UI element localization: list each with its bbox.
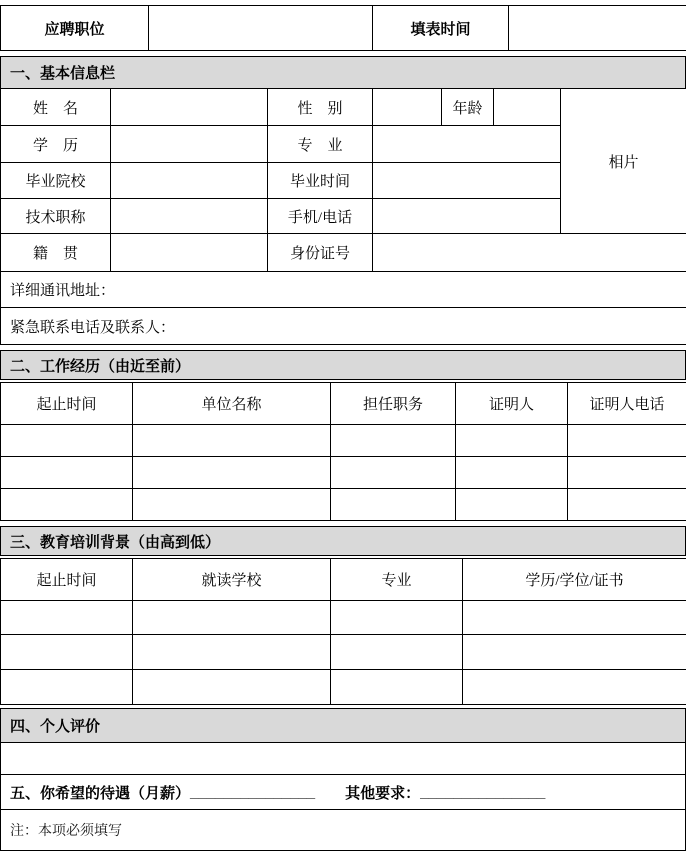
work-cell[interactable] xyxy=(456,425,568,457)
top-row-table xyxy=(0,5,686,51)
work-cell[interactable] xyxy=(1,489,133,521)
work-col-header-position: 担任职务 xyxy=(331,383,456,425)
edu-cell[interactable] xyxy=(331,601,463,635)
edu-cell[interactable] xyxy=(133,601,331,635)
edu-cell[interactable] xyxy=(331,670,463,705)
age-value-cell[interactable] xyxy=(494,89,561,126)
work-col-header-reference: 证明人 xyxy=(456,383,568,425)
native-place-label: 籍 贯 xyxy=(1,234,111,272)
tech-title-label: 技术职称 xyxy=(1,199,111,234)
edu-cell[interactable] xyxy=(1,601,133,635)
work-row xyxy=(1,457,686,489)
position-applied-label: 应聘职位 xyxy=(1,6,149,51)
phone-value-cell[interactable] xyxy=(373,199,561,234)
name-label: 姓 名 xyxy=(1,89,111,126)
edu-col-header-dates: 起止时间 xyxy=(1,559,133,601)
work-col-header-dates: 起止时间 xyxy=(1,383,133,425)
work-cell[interactable] xyxy=(133,457,331,489)
edu-cell[interactable] xyxy=(133,635,331,670)
work-cell[interactable] xyxy=(568,489,686,521)
work-cell[interactable] xyxy=(568,457,686,489)
work-row xyxy=(1,489,686,521)
other-requirements-label: 其他要求： xyxy=(345,784,421,802)
edu-col-header-degree: 学历/学位/证书 xyxy=(463,559,686,601)
major-value-cell[interactable] xyxy=(373,126,561,163)
section-header-evaluation: 四、个人评价 xyxy=(0,708,686,743)
section-header-education: 三、教育培训背景（由高到低） xyxy=(0,526,686,556)
name-value-cell[interactable] xyxy=(111,89,268,126)
work-cell[interactable] xyxy=(456,489,568,521)
edu-cell[interactable] xyxy=(331,635,463,670)
id-number-value-cell[interactable] xyxy=(373,234,686,272)
grad-time-value-cell[interactable] xyxy=(373,163,561,199)
expected-salary-label: 五、你希望的待遇（月薪） xyxy=(10,784,191,802)
work-cell[interactable] xyxy=(1,457,133,489)
work-cell[interactable] xyxy=(133,489,331,521)
basic-info-table xyxy=(0,88,686,345)
work-cell[interactable] xyxy=(331,425,456,457)
address-cell[interactable]: 详细通讯地址： xyxy=(1,272,686,308)
edu-cell[interactable] xyxy=(1,670,133,705)
edu-row xyxy=(1,601,686,635)
edu-col-header-school: 就读学校 xyxy=(133,559,331,601)
tech-title-value-cell[interactable] xyxy=(111,199,268,234)
edu-col-header-major: 专业 xyxy=(331,559,463,601)
edu-row xyxy=(1,670,686,705)
work-cell[interactable] xyxy=(331,457,456,489)
expected-salary-blank[interactable]: _______________ xyxy=(190,783,316,801)
edu-row xyxy=(1,635,686,670)
age-label: 年龄 xyxy=(442,89,494,126)
work-col-header-reference-phone: 证明人电话 xyxy=(568,383,686,425)
work-cell[interactable] xyxy=(1,425,133,457)
work-history-table xyxy=(0,382,686,521)
edu-cell[interactable] xyxy=(1,635,133,670)
personal-evaluation-input-row[interactable] xyxy=(0,742,686,775)
education-label: 学 历 xyxy=(1,126,111,163)
edu-cell[interactable] xyxy=(463,670,686,705)
edu-cell[interactable] xyxy=(463,601,686,635)
phone-label: 手机/电话 xyxy=(268,199,373,234)
native-place-value-cell[interactable] xyxy=(111,234,268,272)
work-cell[interactable] xyxy=(456,457,568,489)
fill-date-label: 填表时间 xyxy=(373,6,509,51)
edu-cell[interactable] xyxy=(133,670,331,705)
major-label: 专 业 xyxy=(268,126,373,163)
education-value-cell[interactable] xyxy=(111,126,268,163)
edu-cell[interactable] xyxy=(463,635,686,670)
section-header-basic-info: 一、基本信息栏 xyxy=(0,56,686,89)
grad-time-label: 毕业时间 xyxy=(268,163,373,199)
gender-label: 性 别 xyxy=(268,89,373,126)
work-col-header-company: 单位名称 xyxy=(133,383,331,425)
id-number-label: 身份证号 xyxy=(268,234,373,272)
work-cell[interactable] xyxy=(568,425,686,457)
emergency-contact-cell[interactable]: 紧急联系电话及联系人： xyxy=(1,308,686,345)
position-applied-value-cell[interactable] xyxy=(149,6,373,51)
section-header-work-history: 二、工作经历（由近至前） xyxy=(0,350,686,380)
work-cell[interactable] xyxy=(133,425,331,457)
other-requirements-blank[interactable]: _______________ xyxy=(420,783,546,801)
education-table xyxy=(0,558,686,705)
note-text: 注：本项必须填写 xyxy=(10,824,122,839)
fill-date-value-cell[interactable] xyxy=(509,6,686,51)
work-row xyxy=(1,425,686,457)
gender-value-cell[interactable] xyxy=(373,89,442,126)
expected-salary-row xyxy=(0,774,686,810)
note-row xyxy=(0,809,686,851)
grad-school-label: 毕业院校 xyxy=(1,163,111,199)
photo-cell[interactable]: 相片 xyxy=(561,89,686,234)
grad-school-value-cell[interactable] xyxy=(111,163,268,199)
work-cell[interactable] xyxy=(331,489,456,521)
